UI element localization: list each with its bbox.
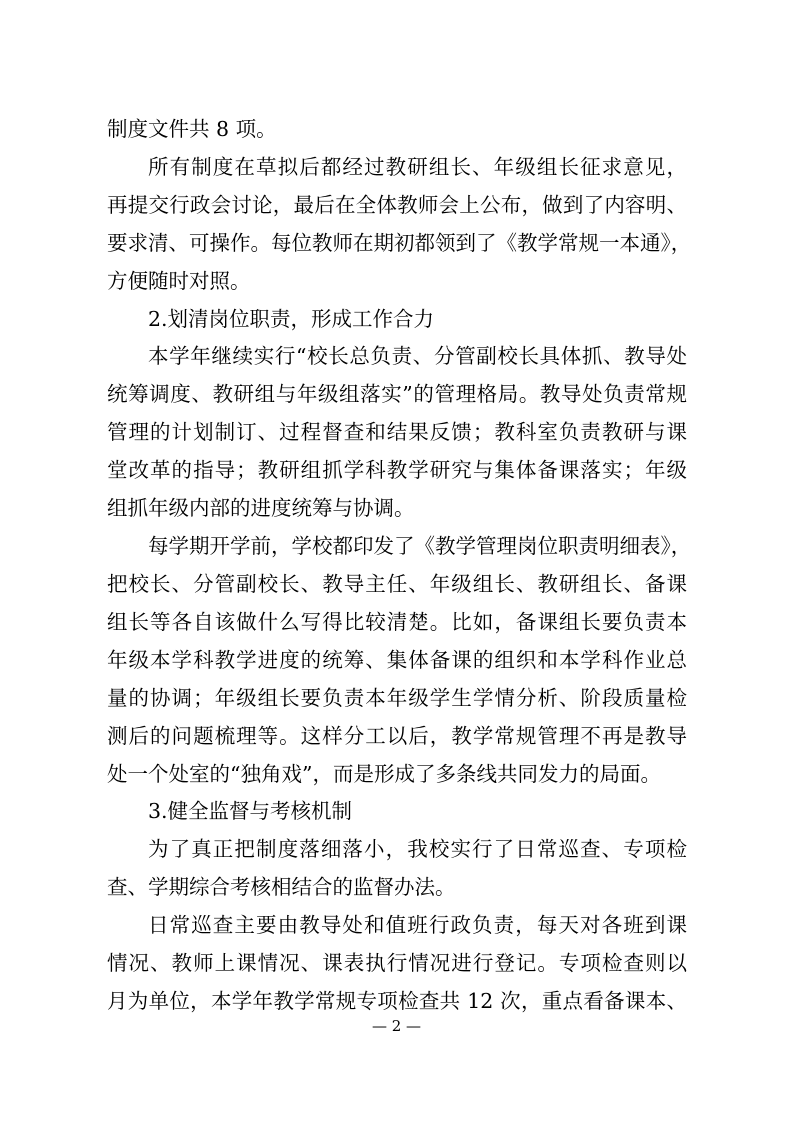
text-line: 再提交行政会讨论，最后在全体教师会上公布，做到了内容明、 xyxy=(107,192,687,217)
text-line: 堂改革的指导；教研组抓学科教学研究与集体备课落实；年级 xyxy=(107,458,687,483)
text-line: 管理的计划制订、过程督查和结果反馈；教科室负责教研与课 xyxy=(107,420,687,445)
text-line: 量的协调；年级组长要负责本年级学生学情分析、阶段质量检 xyxy=(107,685,687,710)
section-heading: 3.健全监督与考核机制 xyxy=(148,799,353,824)
text-line: 所有制度在草拟后都经过教研组长、年级组长征求意见， xyxy=(148,154,687,179)
text-line: 月为单位，本学年教学常规专项检查共 12 次，重点看备课本、 xyxy=(107,989,687,1013)
text-line: 制度文件共 8 项。 xyxy=(107,117,277,141)
text-line: 方便随时对照。 xyxy=(107,268,251,293)
text-line: 每学期开学前，学校都印发了《教学管理岗位职责明细表》， xyxy=(148,534,692,559)
text-line: 统筹调度、教研组与年级组落实”的管理格局。教导处负责常规 xyxy=(107,382,687,407)
text-line: 情况、教师上课情况、课表执行情况进行登记。专项检查则以 xyxy=(107,951,687,976)
section-heading: 2.划清岗位职责，形成工作合力 xyxy=(148,306,435,331)
text-line: 日常巡查主要由教导处和值班行政负责，每天对各班到课 xyxy=(148,913,687,938)
text-line: 处一个处室的“独角戏”，而是形成了多条线共同发力的局面。 xyxy=(107,761,661,786)
page-number: — 2 — xyxy=(371,1017,422,1035)
text-line: 年级本学科教学进度的统筹、集体备课的组织和本学科作业总 xyxy=(107,647,687,672)
text-line: 把校长、分管副校长、教导主任、年级组长、教研组长、备课 xyxy=(107,571,687,596)
text-line: 组长等各自该做什么写得比较清楚。比如，备课组长要负责本 xyxy=(107,609,687,634)
text-line: 要求清、可操作。每位教师在期初都领到了《教学常规一本通》， xyxy=(107,230,692,255)
text-line: 查、学期综合考核相结合的监督办法。 xyxy=(107,875,456,900)
text-line: 组抓年级内部的进度统筹与协调。 xyxy=(107,496,415,521)
text-line: 本学年继续实行“校长总负责、分管副校长具体抓、教导处 xyxy=(148,344,687,369)
text-line: 为了真正把制度落细落小，我校实行了日常巡查、专项检 xyxy=(148,837,687,862)
text-line: 测后的问题梳理等。这样分工以后，教学常规管理不再是教导 xyxy=(107,723,687,748)
